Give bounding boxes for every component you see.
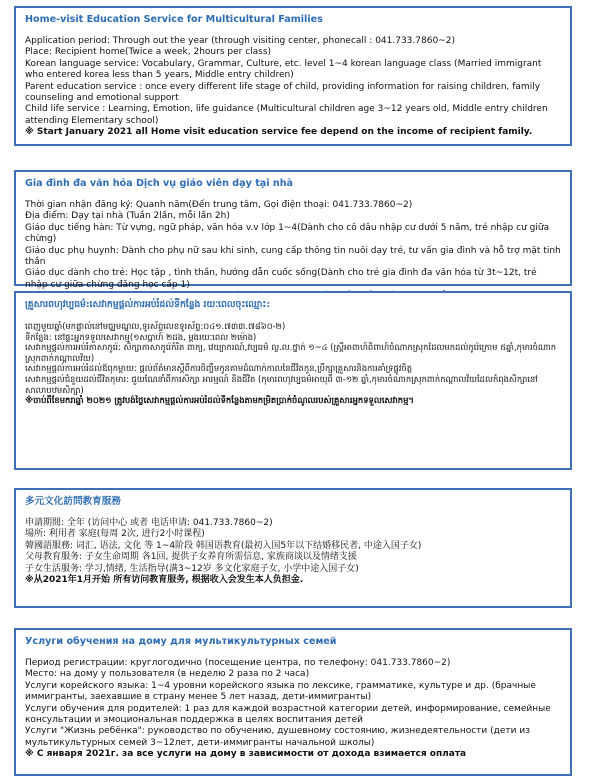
child-life-service: Услуги "Жизнь ребёнка": руководство по обучению, душевному состоянию, жизнедеятельности (дети из мультикультурных семей 3~12лет, дети-иммигранты начальной школы) — [25, 726, 530, 748]
place: Địa điểm: Dạy tại nhà (Tuần 2lần, mỗi lần 2h) — [25, 211, 230, 222]
fee-note: ※从2021年1月开始 所有访问教育服务, 根据收入会发生本人负担金. — [25, 575, 304, 586]
korean-language-service: Giáo dục tiếng hàn: Từ vựng, ngữ pháp, văn hóa v.v lớp 1~4(Dành cho cô dâu nhập cư dưới 5 năm, trẻ nhập cư giữa chừng) — [25, 222, 550, 245]
application-period: Thời gian nhận đăng ký: Quanh năm(Đến trung tâm, Gọi điện thoại: 041.733.7860~2) — [25, 200, 413, 210]
place: Место: на дому у пользователя (в неделю 2 раза по 2 часа) — [25, 669, 310, 680]
section-russian — [14, 628, 572, 776]
section-title: Услуги обучения на дому для мультикультурных семей — [25, 636, 337, 647]
section-khmer — [14, 291, 572, 470]
application-period: ពេញមួយឆ្នាំ(មកផ្ទាល់នៅមជ្ឈមណ្ឌល,ទូរស័ព្ទលេខទូរស័ព្ទ:០៤១.៧៣៣.៧៨៦០-២) — [25, 321, 286, 331]
child-life-service: Child life service : Learning, Emotion, life guidance (Multicultural children age 3~12 years old, Middle entry children attending Elementary school) — [25, 104, 548, 126]
section-english — [14, 6, 572, 146]
korean-language-service: 韓國語服務: 词汇, 语法, 文化 等 1~4阶段 韩国语教育(最初入国5年以下结婚移民者, 中途入国子女) — [25, 540, 422, 551]
place: ទីកន្លែង: នៅផ្ទះអ្នកទទួលសេវាកម្ម(១សប្តាហ៍ ២ដង, ម្តងរយៈពេល ២ម៉ោង) — [25, 331, 257, 342]
parent-education-service: Услуги обучения для родителей: 1 раз для каждой возрастной категории детей, информирование, семейные консультации и эмоциональная поддержка в целях воспитания детей — [25, 703, 551, 726]
application-period: Application period: Through out the year (through visiting center, phonecall : 041.733.7860~2) — [25, 36, 455, 46]
korean-language-service: Услуги корейского языка: 1~4 уровни корейского языка по лексике, грамматике, культуре и др. (брачные иммигранты, заехавшие в страну менее 5 лет назад, дети-иммигранты) — [25, 680, 536, 703]
child-life-service: 子女生活服务: 学习,情绪, 生活指导(满3~12岁 多文化家庭子女, 小学中途入国子女) — [25, 563, 359, 574]
application-period: 申請期間: 全年 (访问中心 或者 电话申请: 041.733.7860~2) — [25, 518, 273, 528]
korean-language-service: Korean language service: Vocabulary, Grammar, Culture, etc. level 1~4 korean language class (Married immigrant who entered korea less than 5 years, Middle entry children) — [25, 58, 542, 81]
section-title: គ្រួសារពហុវប្បធម៌:សេវាកម្មផ្តល់ការអប់រំដល់ទីកន្លែង រយៈពេលចុះឈ្មោះ: — [25, 299, 271, 310]
section-title: 多元文化訪問教育服務 — [25, 496, 121, 507]
parent-education-service: Parent education service : once every different life stage of child, providing information for raising children, family counseling and emotional support — [25, 81, 541, 104]
korean-language-service: សេវាកម្មផ្តល់ការអប់រំភាសាកូរ៉េ: សិក្សាភាសាកូរ៉េកំរិត ពាក្យ, វេយ្យាករណ៍,វប្បធម៌ ល្ង.ល.ថ្នាក់ ១~៤ (ស្រ្តីអាពាហ៍ពិពាហ៍ចំណាកស្រុកដែលមកដល់កូរ៉េក្រោម ៥ឆ្នាំ,កុមារចំណាកស្រុកពាក់កណ្តាលវ័យ) — [25, 342, 557, 363]
application-period: Период регистрации: круглогодично (посещение центра, по телефону: 041.733.7860~2) — [25, 658, 451, 668]
child-life-service: សេវាកម្មផ្តល់ជំនួយដល់ជីវិតកុមារ: ជួយណែនាំពីការសិក្សា អារម្មណ៍ និងជីវិត (កុមារពហុវប្បធម៌អាយុពី ៣-១២ ឆ្នាំ,កុមារចំណាកស្រុកពាក់កណ្តាលវ័យដែលកំពុងសិក្សានៅសាលាបឋមសិក្សា) — [25, 373, 538, 395]
place: Place: Recipient home(Twice a week, 2hours per class) — [25, 47, 272, 58]
parent-education-service: សេវាកម្មផ្តល់ការអប់រំដល់ឪពុកម្តាយ: ផ្តល់ព័ត៌មានស្តីពីការចិញ្ចឹមកូនតាមដំណាក់កាលនៃជីវិតកូន,ប្រឹក្សាគ្រួសារនិងការគាំទ្រផ្លូវចិត្ត — [25, 363, 413, 374]
section-vietnamese — [14, 170, 572, 290]
section-title: Home-visit Education Service for Multicultural Families — [25, 14, 323, 25]
parent-education-service: Giáo dục phụ huynh: Dành cho phụ nữ sau khi sinh, cung cấp thông tin nuôi dạy trẻ, tư vấn gia đình và hỗ trợ mặt tinh thần — [25, 245, 561, 268]
parent-education-service: 父母教育服务: 子女生命周期 各1回, 提供子女养育所需信息, 家族商谈以及情绪支援 — [25, 552, 357, 563]
fee-note: ※ С января 2021г. за все услуги на дому в зависимости от дохода взимается оплата — [25, 749, 467, 760]
place: 場所: 利用者 家庭(每周 2次, 进行2小时课程) — [25, 529, 205, 540]
fee-note: ※ចាប់ពីខែមករាឆ្នាំ ២០២១ ត្រូវបង់ថ្លៃសេវាកម្មផ្តល់ការអប់រំដល់ទីកន្លែងតាមកម្រិតប្រាក់ចំណូលរបស់គ្រួសារអ្នកទទួលសេវាកម្ម។ — [25, 395, 414, 406]
section-chinese — [14, 488, 572, 608]
section-title: Gia đình đa văn hóa Dịch vụ giáo viên dạy tại nhà — [25, 178, 294, 189]
fee-note: ※ Start January 2021 all Home visit education service fee depend on the income of recipient family. — [25, 127, 533, 138]
child-life-service: Giáo dục dành cho trẻ: Học tập , tình thần, hướng dẫn cuốc sống(Dành cho trẻ gia đình đa văn hóa từ 3t~12t, trẻ nhập cư giữa chừng đăng học cấp 1) — [25, 268, 537, 290]
